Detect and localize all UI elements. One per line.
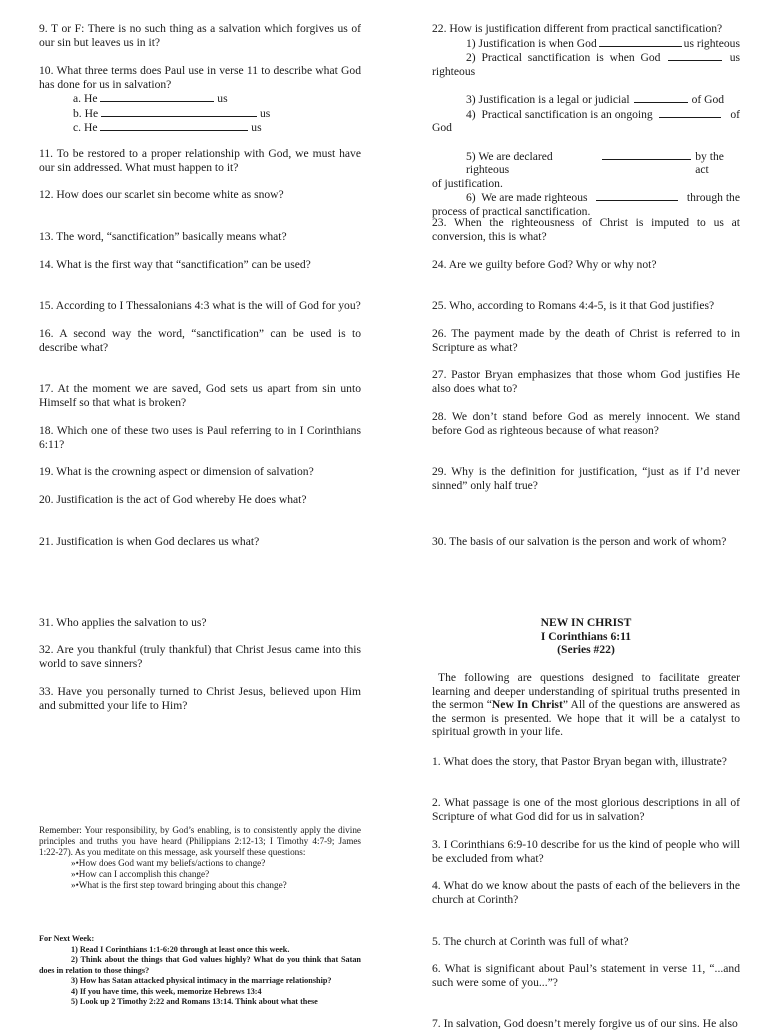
question-28: 28. We don’t stand before God as merely innocent. We stand before God as righteous because of what reason? (432, 410, 740, 437)
question-24: 24. Are we guilty before God? Why or why not? (432, 258, 657, 271)
answer-blank[interactable] (659, 107, 721, 118)
question-17: 17. At the moment we are saved, God sets us apart from sin unto Himself so that what is broken? (39, 382, 361, 409)
new-question-3: 3. I Corinthians 6:9-10 describe for us the kind of people who will be excluded from what? (432, 838, 740, 865)
question-22-part-4: 4) Practical sanctification is an ongoing of (466, 107, 740, 121)
new-question-4: 4. What do we know about the pasts of each of the believers in the church at Corinth? (432, 879, 740, 906)
question-22-part-1: 1) Justification is when God us righteous (466, 36, 740, 50)
question-22-part-5-cont: of justification. (432, 176, 503, 190)
remember-item: »•How can I accomplish this change? (71, 869, 210, 879)
next-week-item: 2) Think about the things that God values highly? What do you think that Satan does in relation to those things? (39, 955, 361, 975)
sermon-title: NEW IN CHRIST (540, 616, 632, 629)
answer-blank[interactable] (634, 92, 688, 103)
question-23: 23. When the righteousness of Christ is imputed to us at conversion, this is what? (432, 216, 740, 243)
answer-blank[interactable] (596, 190, 678, 201)
question-27: 27. Pastor Bryan emphasizes that those whom God justifies He also does what to? (432, 368, 740, 395)
question-15: 15. According to I Thessalonians 4:3 what is the will of God for you? (39, 299, 361, 312)
question-10c: c. He us (73, 121, 262, 134)
question-30: 30. The basis of our salvation is the person and work of whom? (432, 535, 727, 548)
remember-item: »•How does God want my beliefs/actions to change? (71, 858, 266, 868)
question-22-part-4-cont: God (432, 121, 452, 134)
question-33: 33. Have you personally turned to Christ Jesus, believed upon Him and submitted your life to Him? (39, 685, 361, 712)
sermon-scripture: I Corinthians 6:11 (540, 629, 632, 643)
answer-blank[interactable] (101, 106, 257, 117)
new-question-2: 2. What passage is one of the most glorious descriptions in all of Scripture of what God did for us in salvation? (432, 796, 740, 823)
question-22-text: 22. How is justification different from practical sanctification? (432, 22, 723, 35)
question-22-part-2-cont: righteous (432, 64, 476, 78)
question-14: 14. What is the first way that “sanctification” can be used? (39, 258, 311, 271)
remember-item: »•What is the first step toward bringing about this change? (71, 880, 287, 890)
question-22-part-6: 6) We are made righteous through the (466, 191, 740, 204)
answer-blank[interactable] (599, 36, 682, 47)
question-10-text: 10. What three terms does Paul use in verse 11 to describe what God has done for us in salvation? (39, 64, 361, 91)
question-11: 11. To be restored to a proper relationship with God, we must have our sin addressed. What must happen to it? (39, 147, 361, 174)
remember-text: Remember: Your responsibility, by God’s enabling, is to consistently apply the divine principles and truths you have heard (Philippians 2:12-13; I Timothy 4:7-9; James 1:22-27). As you meditate on this message, ask yourself these questions: (39, 825, 361, 857)
new-question-7: 7. In salvation, God doesn’t merely forgive us of our sins. He also (432, 1017, 738, 1030)
question-31: 31. Who applies the salvation to us? (39, 616, 207, 629)
next-week-item: 5) Look up 2 Timothy 2:22 and Romans 13:14. Think about what these (71, 997, 318, 1006)
next-week-title: For Next Week: (39, 934, 95, 943)
intro-paragraph: The following are questions designed to facilitate greater learning and deeper understanding of spiritual truths presented in the sermon “New In Christ” All of the questions are answered as the sermon is presented. We hope that it will be a catalyst to spiritual growth in your life. (432, 671, 740, 738)
question-12: 12. How does our scarlet sin become white as snow? (39, 188, 284, 201)
question-10b: b. He us (73, 106, 271, 120)
question-10 (39, 64, 361, 135)
question-16: 16. A second way the word, “sanctification” can be used is to describe what? (39, 327, 361, 354)
question-20: 20. Justification is the act of God whereby He does what? (39, 493, 307, 506)
sermon-heading (432, 616, 740, 657)
question-22-part-3: 3) Justification is a legal or judicial of God (466, 93, 725, 106)
answer-blank[interactable] (602, 149, 691, 160)
question-9: 9. T or F: There is no such thing as a salvation which forgives us of our sin but leaves us in it? (39, 22, 361, 49)
question-10a: a. He us (73, 92, 228, 105)
question-13: 13. The word, “sanctification” basically means what? (39, 230, 287, 243)
answer-blank[interactable] (100, 120, 248, 131)
question-22 (432, 22, 740, 218)
next-week-section (39, 934, 361, 1008)
question-19: 19. What is the crowning aspect or dimension of salvation? (39, 465, 314, 478)
question-25: 25. Who, according to Romans 4:4-5, is it that God justifies? (432, 299, 715, 312)
question-32: 32. Are you thankful (truly thankful) that Christ Jesus came into this world to save sinners? (39, 643, 361, 670)
question-22-part-2: 2) Practical sanctification is when God us (466, 51, 740, 64)
question-21: 21. Justification is when God declares us what? (39, 535, 260, 548)
question-26: 26. The payment made by the death of Christ is referred to in Scripture as what? (432, 327, 740, 354)
question-22-part-6-cont: process of practical sanctification. (432, 204, 591, 218)
next-week-item: 4) If you have time, this week, memorize Hebrews 13:4 (71, 986, 262, 996)
next-week-item: 3) How has Satan attacked physical intimacy in the marriage relationship? (71, 976, 332, 985)
remember-box (39, 825, 361, 891)
answer-blank[interactable] (668, 50, 721, 61)
new-question-1: 1. What does the story, that Pastor Bryan began with, illustrate? (432, 755, 727, 768)
question-22-part-5: 5) We are declared righteous by the act (466, 149, 724, 176)
next-week-item: 1) Read I Corinthians 1:1-6:20 through at least once this week. (71, 944, 290, 954)
sermon-series: (Series #22) (557, 643, 615, 656)
question-18: 18. Which one of these two uses is Paul referring to in I Corinthians 6:11? (39, 424, 361, 451)
new-question-5: 5. The church at Corinth was full of what? (432, 935, 629, 948)
new-question-6: 6. What is significant about Paul’s statement in verse 11, “...and such were some of you...”? (432, 962, 740, 989)
answer-blank[interactable] (100, 91, 214, 102)
question-29: 29. Why is the definition for justification, “just as if I’d never sinned” only half true? (432, 465, 740, 492)
